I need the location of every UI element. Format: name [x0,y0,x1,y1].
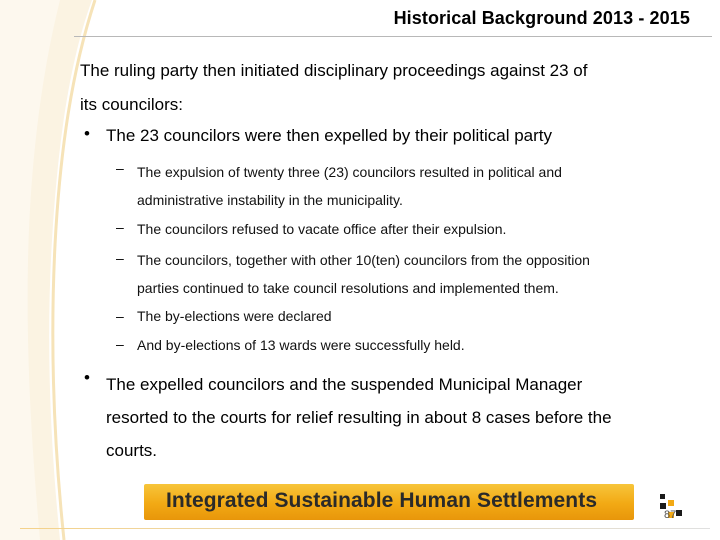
title-divider [74,36,712,37]
sub-bullet-line: parties continued to take council resolutions and implemented them. [137,280,559,296]
dash-marker: – [116,336,124,352]
bullet-line: The expelled councilors and the suspended Municipal Manager [106,375,583,394]
sub-bullet-expulsion [137,158,562,214]
sub-bullet-resolutions [137,246,590,302]
sub-bullet-line: administrative instability in the municipality. [137,192,403,208]
dash-marker: – [116,308,124,324]
sub-bullet-refused: The councilors refused to vacate office after their expulsion. [137,221,507,237]
bullet-expelled: The 23 councilors were then expelled by their political party [106,126,553,145]
sub-bullet-line: The councilors, together with other 10(ten) councilors from the opposition [137,252,590,268]
footer-banner-text: Integrated Sustainable Human Settlements [166,489,598,512]
dash-marker: – [116,219,124,235]
slide-title: Historical Background 2013 - 2015 [393,8,690,28]
intro-line: its councilors: [80,95,183,114]
footer-divider [20,528,710,529]
dash-marker: – [116,250,124,266]
sub-bullet-line: The expulsion of twenty three (23) councilors resulted in political and [137,164,562,180]
bullet-courts [106,368,696,467]
page-number: 87 [664,509,677,521]
sub-bullet-by-elections-declared: The by-elections were declared [137,308,332,324]
dash-marker: – [116,160,124,176]
bullet-line: courts. [106,441,158,460]
bullet-line: resorted to the courts for relief resulting in about 8 cases before the [106,408,612,427]
intro-paragraph [80,54,700,122]
sub-bullet-by-elections-held: And by-elections of 13 wards were successfully held. [137,337,465,353]
bullet-marker: • [84,368,90,387]
intro-line: The ruling party then initiated disciplinary proceedings against 23 of [80,61,588,80]
bullet-marker: • [84,124,90,143]
